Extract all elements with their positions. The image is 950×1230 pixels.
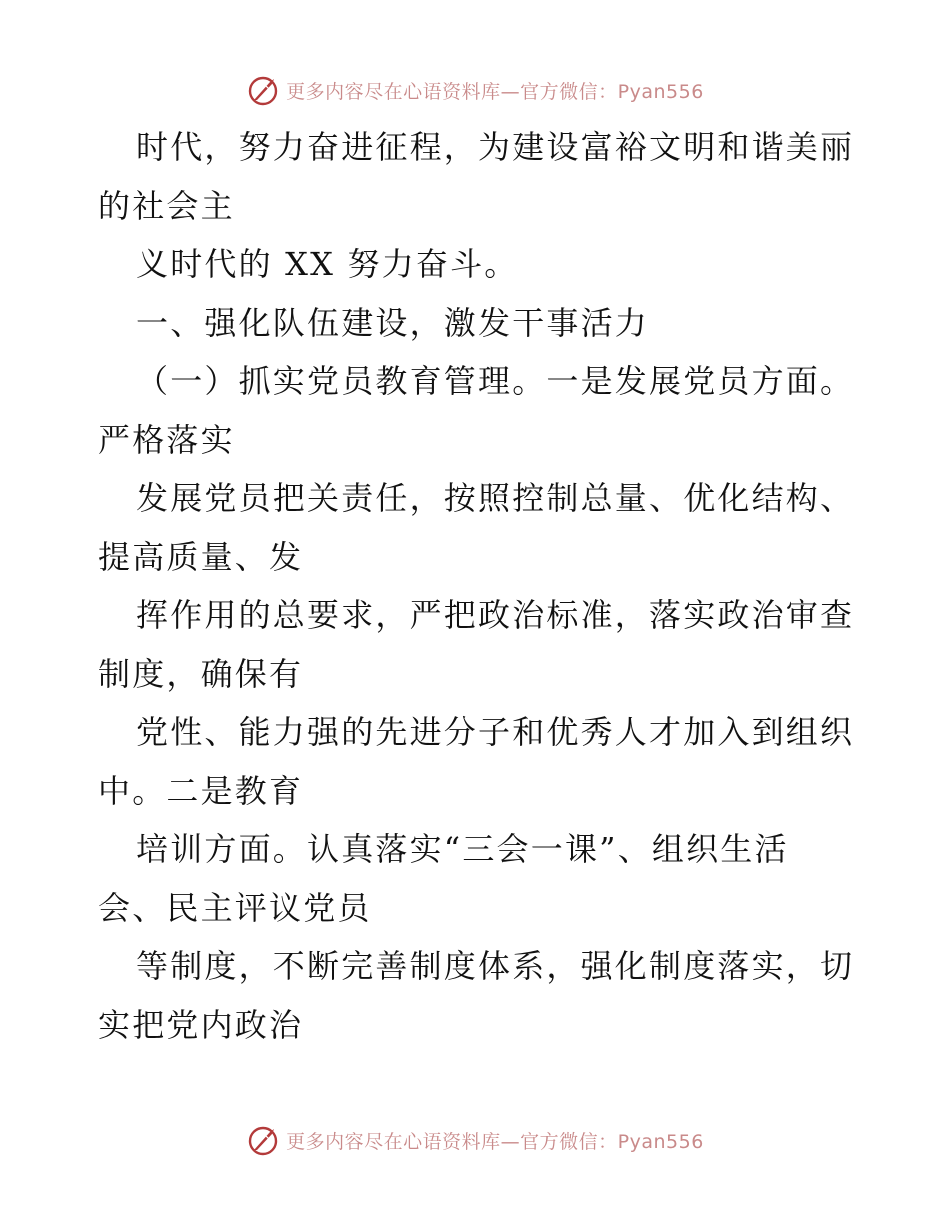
quill-pen-circle-icon — [246, 73, 280, 107]
quill-pen-circle-icon — [246, 1123, 280, 1157]
paragraph-line: 中。二是教育 — [98, 771, 304, 810]
paragraph-line: 挥作用的总要求，严把政治标准，落实政治审查 — [136, 596, 855, 634]
paragraph-line: 提高质量、发 — [98, 537, 304, 576]
paragraph-line: 实把党内政治 — [98, 1005, 304, 1044]
header-watermark — [0, 70, 950, 110]
watermark-text: 更多内容尽在心语资料库—官方微信：Pyan556 — [286, 1130, 704, 1153]
section-heading: 一、强化队伍建设，激发干事活力 — [136, 303, 650, 342]
paragraph-line: 培训方面。认真落实“三会一课”、组织生活 — [136, 830, 789, 868]
paragraph-line: 时代，努力奋进征程，为建设富裕文明和谐美丽 — [136, 128, 855, 166]
paragraph-line: 会、民主评议党员 — [98, 888, 372, 927]
paragraph-line: 严格落实 — [98, 420, 235, 459]
paragraph-line: 制度，确保有 — [98, 654, 304, 693]
paragraph-line: 发展党员把关责任，按照控制总量、优化结构、 — [136, 479, 855, 517]
paragraph-line: 党性、能力强的先进分子和优秀人才加入到组织 — [136, 713, 855, 751]
paragraph-line: 义时代的 XX 努力奋斗。 — [136, 245, 519, 283]
paragraph-line: （一）抓实党员教育管理。一是发展党员方面。 — [136, 362, 855, 400]
paragraph-line: 的社会主 — [98, 186, 235, 225]
paragraph-line: 等制度，不断完善制度体系，强化制度落实，切 — [136, 947, 855, 985]
footer-watermark — [0, 1120, 950, 1160]
watermark-text: 更多内容尽在心语资料库—官方微信：Pyan556 — [286, 80, 704, 103]
document-body — [98, 118, 858, 1054]
